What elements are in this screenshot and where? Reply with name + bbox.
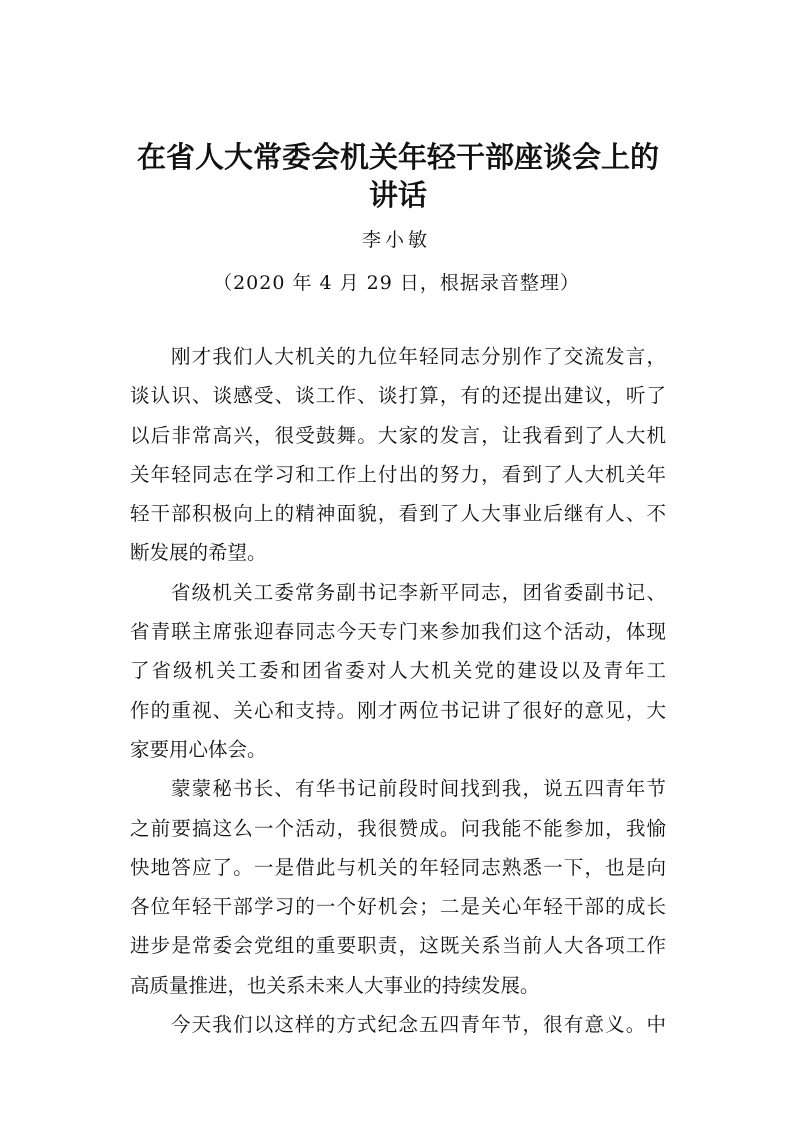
text-line: 轻干部积极向上的精神面貌，看到了人大事业后继有人、不 — [130, 502, 666, 526]
date-note: （2020 年 4 月 29 日，根据录音整理） — [213, 272, 580, 294]
text-line: 刚才我们人大机关的九位年轻同志分别作了交流发言， — [171, 345, 666, 368]
text-line: 今天我们以这样的方式纪念五四青年节，很有意义。中 — [171, 1013, 666, 1037]
text-line: 了省级机关工委和团省委对人大机关党的建设以及青年工 — [130, 659, 666, 683]
text-line: 快地答应了。一是借此与机关的年轻同志熟悉一下，也是向 — [130, 855, 666, 879]
text-line: 省级机关工委常务副书记李新平同志，团省委副书记、 — [171, 580, 666, 604]
text-line: 作的重视、关心和支持。刚才两位书记讲了很好的意见，大 — [130, 698, 666, 722]
title-line: 讲话 — [368, 178, 427, 212]
text-line: 蒙蒙秘书长、有华书记前段时间找到我，说五四青年节 — [171, 777, 666, 801]
paragraph — [130, 337, 666, 573]
text-line: 关年轻同志在学习和工作上付出的努力，看到了人大机关年 — [130, 462, 666, 486]
paragraph — [130, 1005, 666, 1044]
text-line: 断发展的希望。 — [130, 541, 267, 565]
text-line: 省青联主席张迎春同志今天专门来参加我们这个活动，体现 — [130, 620, 666, 644]
text-line: 进步是常委会党组的重要职责，这既关系当前人大各项工作 — [130, 934, 666, 958]
text-line: 家要用心体会。 — [130, 737, 267, 761]
text-line: 高质量推进，也关系未来人大事业的持续发展。 — [130, 973, 540, 997]
document-title — [120, 138, 676, 214]
paragraph — [130, 769, 666, 1005]
paragraph — [130, 573, 666, 769]
document-body — [130, 337, 666, 1044]
text-line: 各位年轻干部学习的一个好机会；二是关心年轻干部的成长 — [130, 895, 666, 919]
author: 李小敏 — [361, 229, 431, 251]
text-line: 谈认识、谈感受、谈工作、谈打算，有的还提出建议，听了 — [130, 384, 666, 408]
title-line: 在省人大常委会机关年轻干部座谈会上的 — [136, 140, 659, 174]
text-line: 以后非常高兴，很受鼓舞。大家的发言，让我看到了人大机 — [130, 423, 666, 447]
text-line: 之前要搞这么一个活动，我很赞成。问我能不能参加，我愉 — [130, 816, 666, 840]
